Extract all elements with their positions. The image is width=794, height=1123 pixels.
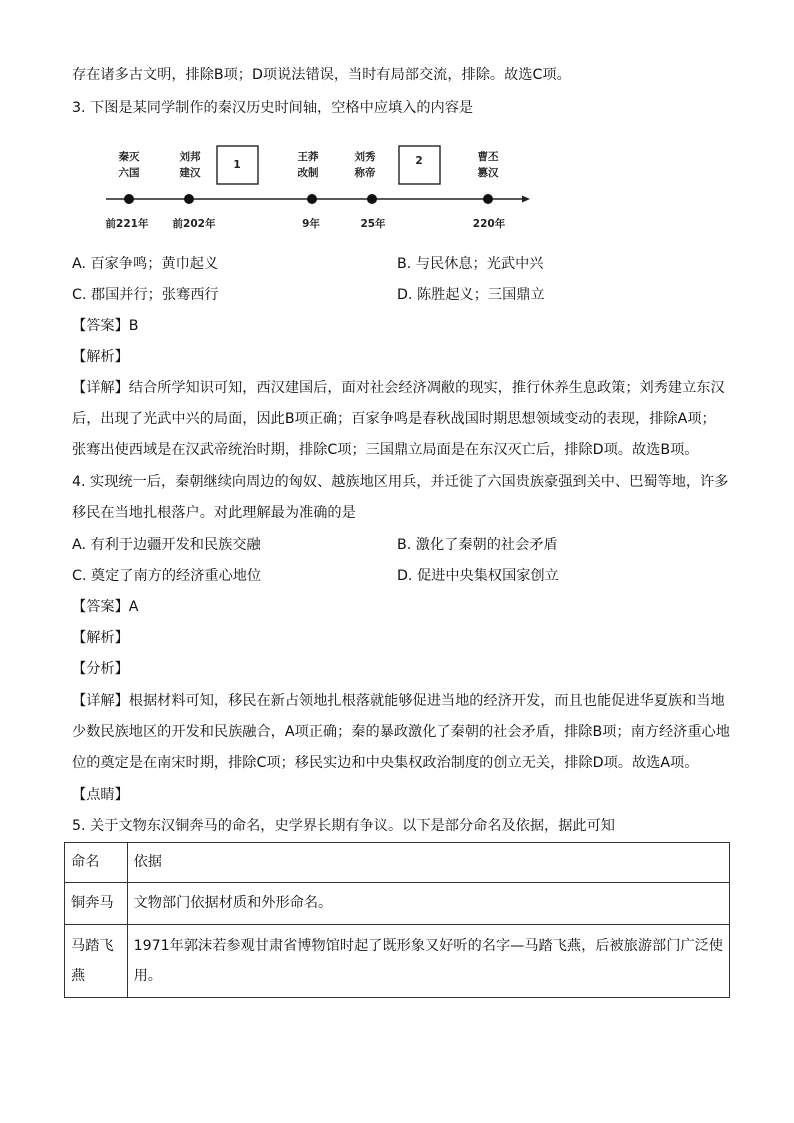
event-3-dot: [307, 194, 317, 204]
table-header-row: [65, 843, 730, 883]
table-cell-name: 铜奔马: [65, 883, 128, 925]
timeline-event-2: [173, 150, 216, 230]
event-1-bottom: 六国: [118, 167, 140, 179]
q4-analysis-label: 【解析】: [72, 630, 129, 646]
event-2-dot: [184, 194, 194, 204]
blank-box-1-label: 1: [233, 159, 241, 171]
event-1-year: 前221年: [105, 218, 149, 230]
q3-detail-2: 后，出现了光武中兴的局面，因此B项正确；百家争鸣是春秋战国时期思想领域变动的表现，排除A项；: [72, 411, 716, 427]
naming-table: [64, 842, 730, 998]
timeline-event-3: [298, 150, 321, 230]
table-cell-basis-line: 用。: [133, 968, 162, 984]
question-4-stem-1: 4. 实现统一后，秦朝继续向周边的匈奴、越族地区用兵，并迁徙了六国贵族豪强到关中、巴蜀等地，许多: [72, 474, 729, 490]
event-1-top: 秦灭: [118, 151, 140, 163]
q3-detail-1: 【详解】结合所学知识可知，西汉建国后，面对社会经济凋敝的现实，推行休养生息政策；刘秀建立东汉: [72, 380, 725, 396]
event-5-dot: [483, 194, 493, 204]
q3-option-a: A. 百家争鸣；黄巾起义: [72, 256, 219, 272]
table-cell-name-line: 燕: [71, 968, 86, 984]
table-cell-basis: [127, 925, 729, 998]
q4-highlight-label: 【点睛】: [72, 787, 129, 803]
q3-analysis-label: 【解析】: [72, 349, 129, 365]
event-4-dot: [367, 194, 377, 204]
q3-option-d: D. 陈胜起义；三国鼎立: [397, 287, 545, 303]
blank-box-2-label: 2: [415, 155, 423, 167]
event-5-year: 220年: [472, 218, 506, 230]
q4-detail-3: 位的奠定是在南宋时期，排除C项；移民实边和中央集权政治制度的创立无关，排除D项。故选A项。: [72, 755, 699, 771]
timeline-event-4: [354, 150, 387, 230]
timeline-event-5: [473, 150, 506, 230]
table-header-basis: 依据: [127, 843, 729, 883]
q3-option-c: C. 郡国并行；张骞西行: [72, 287, 219, 303]
table-cell-name: [65, 925, 128, 998]
timeline-arrowhead: [522, 196, 530, 203]
table-row: [65, 925, 730, 998]
event-3-bottom: 改制: [297, 167, 319, 179]
table-cell-name-line: 马踏飞: [71, 938, 114, 954]
question-5-stem: 5. 关于文物东汉铜奔马的命名，史学界长期有争议。以下是部分命名及依据，据此可知: [72, 818, 615, 834]
event-5-top: 曹丕: [477, 151, 499, 163]
q3-answer: 【答案】B: [72, 318, 139, 334]
table-row: [65, 883, 730, 925]
timeline-diagram: [0, 0, 794, 260]
event-3-year: 9年: [302, 218, 320, 230]
q3-detail-3: 张骞出使西域是在汉武帝统治时期，排除C项；三国鼎立局面是在东汉灭亡后，排除D项。故选B项。: [72, 442, 699, 458]
q3-option-b: B. 与民休息；光武中兴: [397, 256, 544, 272]
q4-option-c: C. 奠定了南方的经济重心地位: [72, 568, 262, 584]
q4-answer: 【答案】A: [72, 599, 139, 615]
q4-detail-1: 【详解】根据材料可知，移民在新占领地扎根落就能够促进当地的经济开发，而且也能促进华夏族和当地: [72, 693, 725, 709]
event-5-bottom: 篡汉: [477, 167, 499, 179]
table-header-name: 命名: [65, 843, 128, 883]
q4-option-a: A. 有利于边疆开发和民族交融: [72, 537, 261, 553]
event-4-year: 25年: [360, 218, 386, 230]
event-2-bottom: 建汉: [179, 167, 201, 179]
event-2-year: 前202年: [172, 218, 216, 230]
timeline-event-1: [106, 150, 149, 230]
q4-option-b: B. 激化了秦朝的社会矛盾: [397, 537, 558, 553]
event-3-top: 王莽: [297, 151, 319, 163]
question-3-stem: 3. 下图是某同学制作的秦汉历史时间轴，空格中应填入的内容是: [72, 100, 474, 116]
table-cell-basis: 文物部门依据材质和外形命名。: [127, 883, 729, 925]
event-2-top: 刘邦: [179, 151, 201, 163]
event-4-top: 刘秀: [354, 151, 376, 163]
event-4-bottom: 称帝: [354, 167, 376, 179]
q4-breakdown-label: 【分析】: [72, 661, 129, 677]
text-line: 存在诸多古文明，排除B项；D项说法错误，当时有局部交流，排除。故选C项。: [72, 67, 571, 83]
q4-detail-2: 少数民族地区的开发和民族融合，A项正确；秦的暴政激化了秦朝的社会矛盾，排除B项；南方经济重心地: [72, 724, 730, 740]
question-4-stem-2: 移民在当地扎根落户。对此理解最为准确的是: [72, 505, 356, 521]
q4-option-d: D. 促进中央集权国家创立: [397, 568, 559, 584]
event-1-dot: [124, 194, 134, 204]
table-cell-basis-line: 1971年郭沫若参观甘肃省博物馆时起了既形象又好听的名字—马踏飞燕，后被旅游部门广泛使: [133, 938, 723, 954]
